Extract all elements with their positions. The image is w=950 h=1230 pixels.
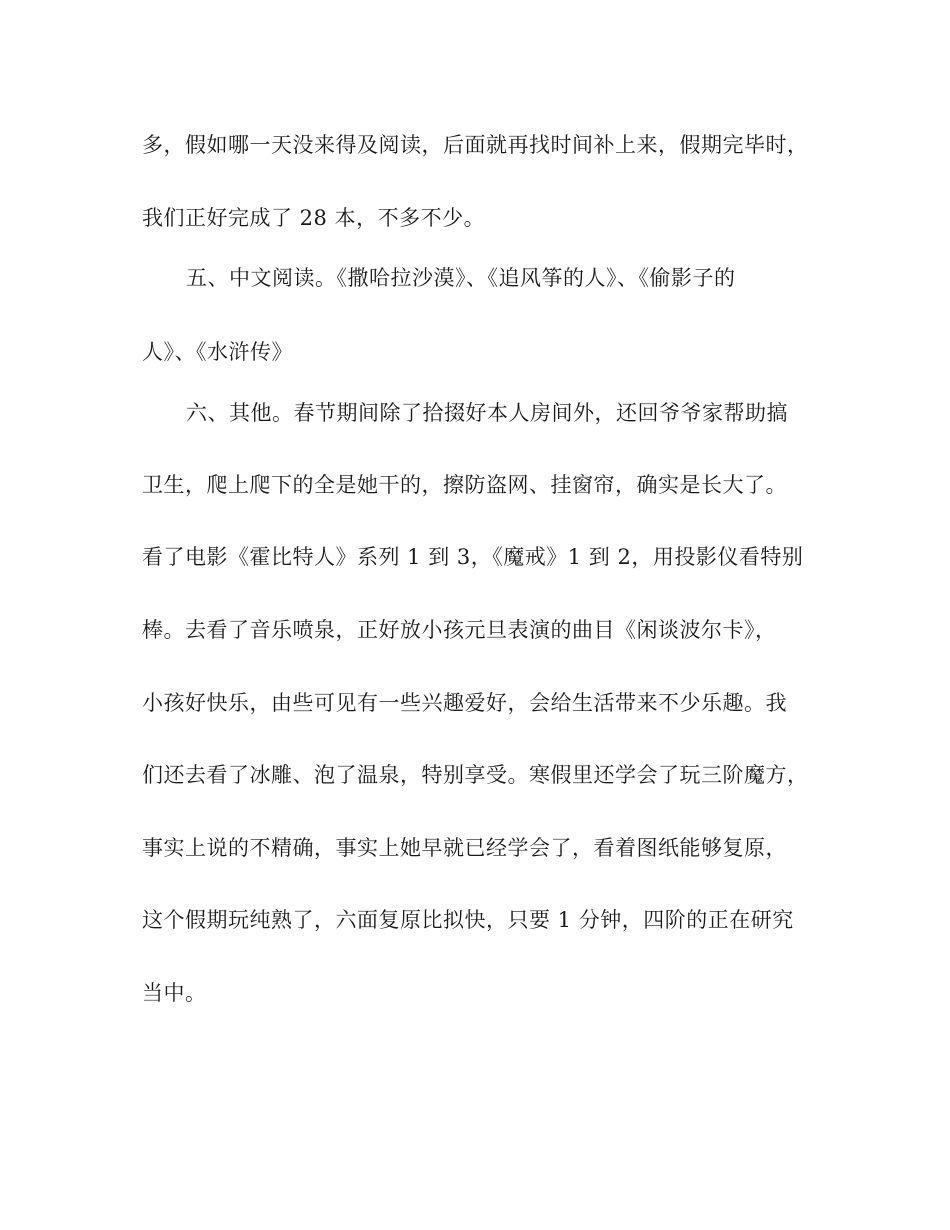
text-line: 当中。 [142, 981, 207, 1005]
text-line: 人》、《水浒传》 [142, 340, 293, 364]
text-line: 看了电影《霍比特人》系列 1 到 3，《魔戒》1 到 2，用投影仪看特别 [142, 545, 804, 569]
text-line: 五、中文阅读。《撒哈拉沙漠》、《追风筝的人》、《偷影子的 [186, 266, 736, 290]
text-line: 棒。去看了音乐喷泉，正好放小孩元旦表演的曲目《闲谈波尔卡》， [142, 618, 777, 642]
text-line: 多，假如哪一天没来得及阅读，后面就再找时间补上来，假期完毕时， [142, 133, 809, 157]
text-line: 小孩好快乐，由些可见有一些兴趣爱好，会给生活带来不少乐趣。我 [142, 691, 787, 715]
text-line: 事实上说的不精确，事实上她早就已经学会了，看着图纸能够复原， [142, 836, 787, 860]
text-line: 六、其他。春节期间除了拾掇好本人房间外，还回爷爷家帮助搞 [186, 401, 788, 425]
text-line: 这个假期玩纯熟了，六面复原比拟快，只要 1 分钟，四阶的正在研究 [142, 908, 794, 932]
text-line: 卫生，爬上爬下的全是她干的，擦防盗网、挂窗帘，确实是长大了。 [142, 473, 787, 497]
text-line: 我们正好完成了 28 本，不多不少。 [142, 206, 486, 230]
text-line: 们还去看了冰雕、泡了温泉，特别享受。寒假里还学会了玩三阶魔方， [142, 763, 809, 787]
